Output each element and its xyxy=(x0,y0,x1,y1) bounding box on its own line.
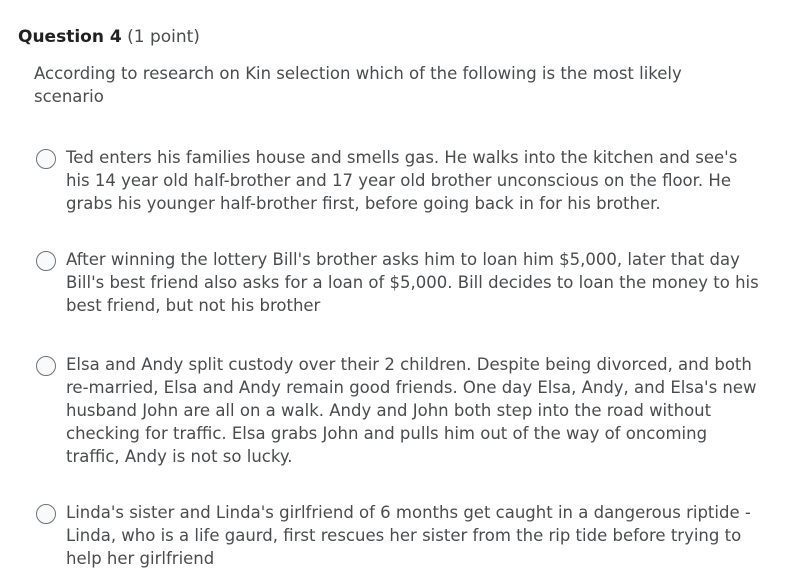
question-points: (1 point) xyxy=(127,27,200,47)
question-number: Question 4 xyxy=(18,27,122,47)
radio-button-option-2[interactable] xyxy=(36,251,56,271)
answer-option-2-label[interactable]: After winning the lottery Bill's brother asks him to loan him $5,000, later that day Bill's best friend also asks for a loan of $5,000. Bill decides to loan the money to his best friend, but not his brother xyxy=(66,250,759,315)
answer-option-1-label[interactable]: Ted enters his families house and smells gas. He walks into the kitchen and see's his 14 year old half-brother and 17 year old brother unconscious on the floor. He grabs his younger half-brother first, before going back in for his brother. xyxy=(66,148,738,213)
answer-option-3-label[interactable]: Elsa and Andy split custody over their 2 children. Despite being divorced, and both re-married, Elsa and Andy remain good friends. One day Elsa, Andy, and Elsa's new husband John are all on a walk. Andy and John both step into the road without checking for traffic. Elsa grabs John and pulls him out of the way of oncoming traffic, Andy is not so lucky. xyxy=(66,355,757,466)
question-prompt: According to research on Kin selection which of the following is the most likely scenario xyxy=(34,64,682,106)
radio-button-option-3[interactable] xyxy=(36,356,56,376)
radio-button-option-4[interactable] xyxy=(36,504,56,524)
radio-button-option-1[interactable] xyxy=(36,149,56,169)
answer-option-4-label[interactable]: Linda's sister and Linda's girlfriend of 6 months get caught in a dangerous riptide - Linda, who is a life gaurd, first rescues her sister from the rip tide before trying to help her girlfriend xyxy=(66,503,751,568)
question-header xyxy=(18,26,200,48)
